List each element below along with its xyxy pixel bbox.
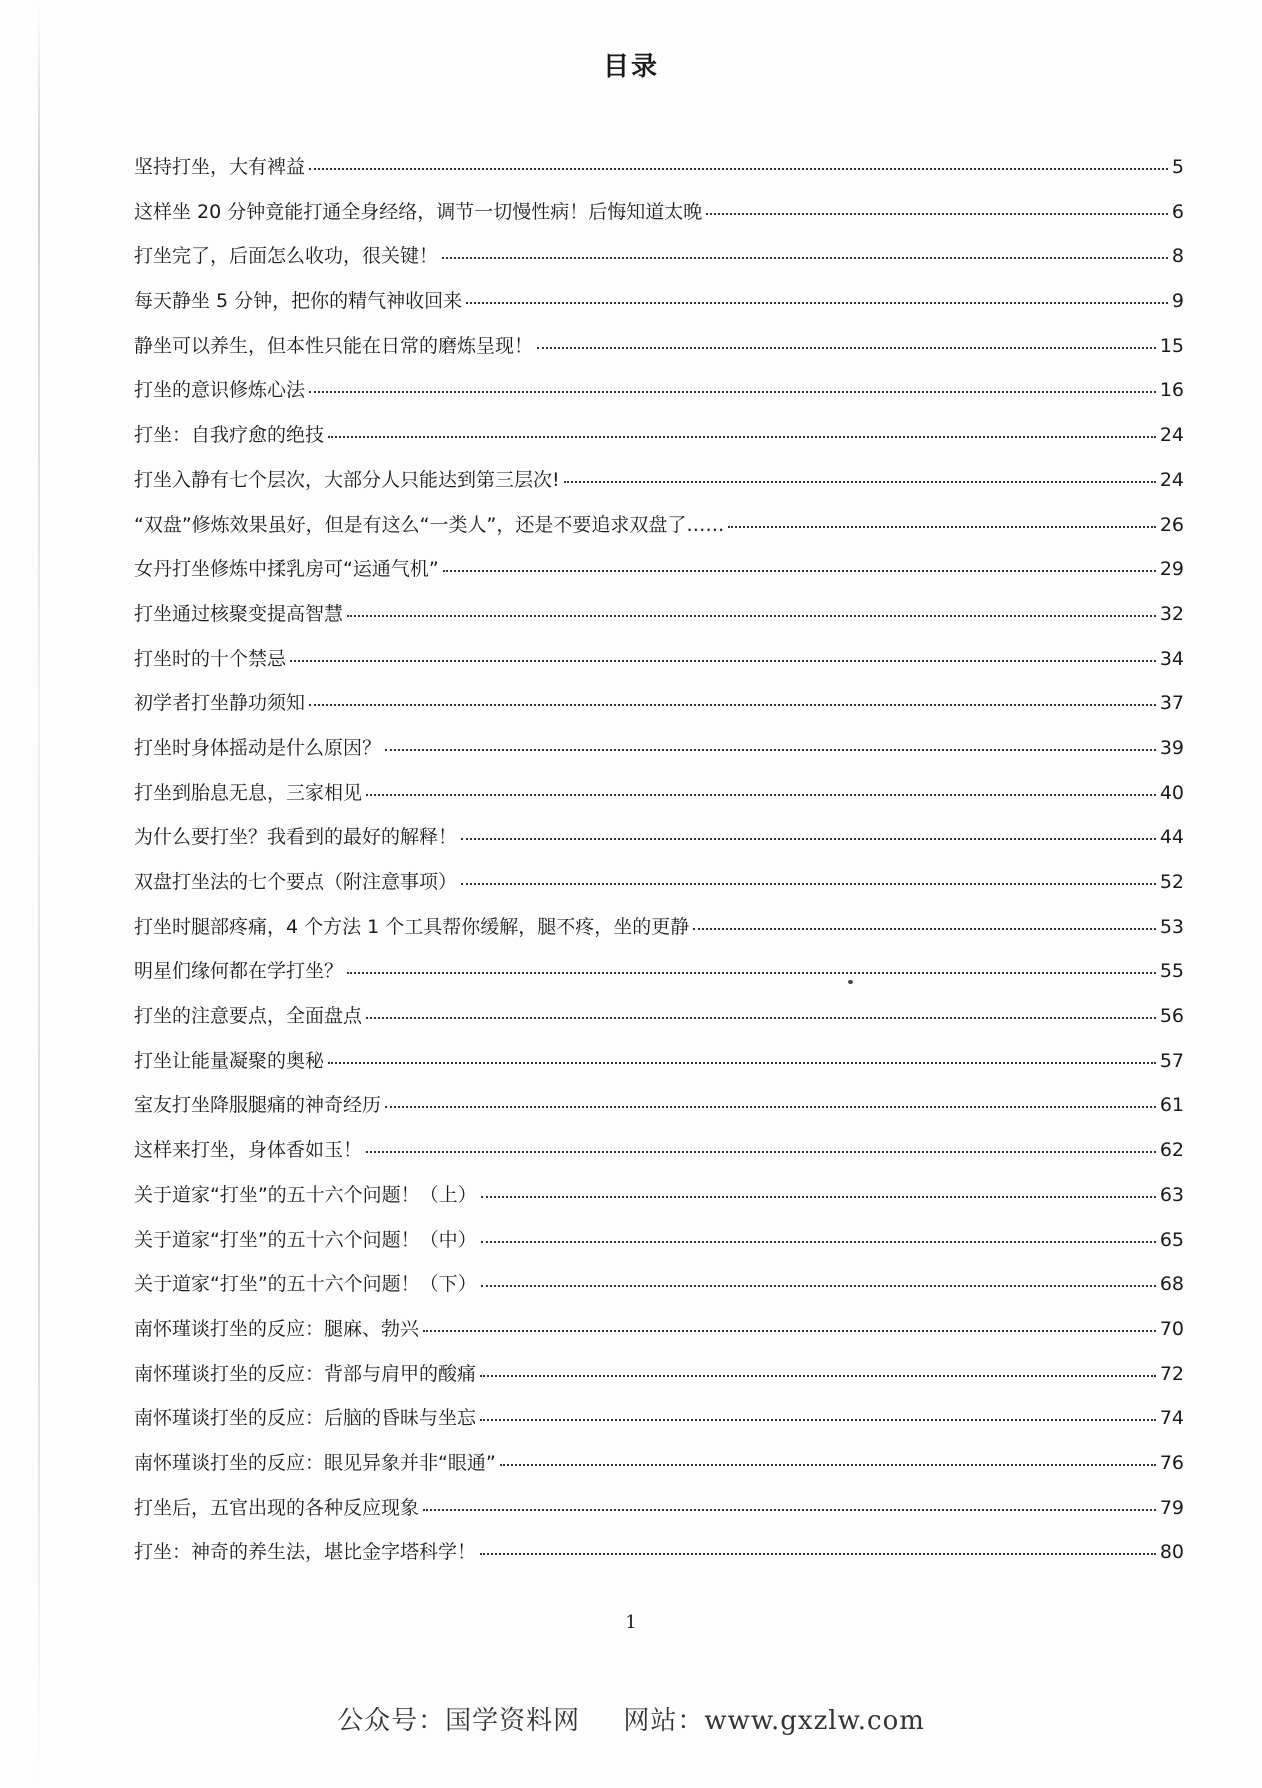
toc-entry[interactable]	[134, 379, 1184, 424]
toc-entry-page: 79	[1159, 1496, 1184, 1519]
toc-entry-title: 南怀瑾谈打坐的反应：腿麻、勃兴	[134, 1317, 420, 1340]
toc-dot-leader	[328, 436, 1156, 438]
toc-entry[interactable]	[134, 201, 1184, 246]
toc-entry[interactable]	[134, 1005, 1184, 1050]
toc-dot-leader	[466, 302, 1168, 304]
toc-entry-page: 80	[1159, 1541, 1184, 1564]
toc-dot-leader	[385, 1106, 1156, 1108]
toc-entry-title: 打坐通过核聚变提高智慧	[134, 602, 344, 625]
toc-dot-leader	[537, 347, 1156, 349]
toc-entry-title: 关于道家“打坐”的五十六个问题！（中）	[134, 1228, 477, 1251]
footer	[0, 1700, 1262, 1737]
toc-entry-page: 26	[1159, 513, 1184, 536]
toc-entry-page: 34	[1159, 647, 1184, 670]
toc-entry-title: 打坐时腿部疼痛，4 个方法 1 个工具帮你缓解，腿不疼，坐的更静	[134, 915, 690, 938]
toc-entry[interactable]	[134, 1318, 1184, 1363]
toc-entry-page: 65	[1159, 1228, 1184, 1251]
toc-entry-title: 打坐时身体摇动是什么原因？	[134, 736, 382, 759]
toc-entry-title: 打坐的注意要点，全面盘点	[134, 1005, 363, 1028]
toc-entry-title: 初学者打坐静功须知	[134, 692, 306, 715]
toc-dot-leader	[347, 972, 1156, 974]
toc-dot-leader	[481, 1285, 1156, 1287]
toc-dot-leader	[480, 1553, 1156, 1555]
toc-entry-title: 关于道家“打坐”的五十六个问题！（下）	[134, 1273, 477, 1296]
toc-entry-page: 8	[1171, 245, 1184, 268]
toc-entry-title: 打坐完了，后面怎么收功，很关键！	[134, 245, 439, 268]
toc-entry-page: 63	[1159, 1183, 1184, 1206]
toc-entry[interactable]	[134, 1273, 1184, 1318]
toc-entry-title: 关于道家“打坐”的五十六个问题！（上）	[134, 1183, 477, 1206]
toc-entry[interactable]	[134, 156, 1184, 201]
toc-entry-page: 29	[1159, 558, 1184, 581]
toc-entry-title: 打坐：神奇的养生法，堪比金字塔科学！	[134, 1541, 477, 1564]
toc-dot-leader	[480, 1419, 1156, 1421]
toc-entry-title: 打坐让能量凝聚的奥秘	[134, 1049, 325, 1072]
toc-entry-page: 24	[1159, 424, 1184, 447]
toc-entry[interactable]	[134, 558, 1184, 603]
toc-entry-page: 70	[1159, 1317, 1184, 1340]
toc-entry[interactable]	[134, 1139, 1184, 1184]
toc-entry-page: 5	[1171, 156, 1184, 178]
toc-entry-title: 这样来打坐，身体香如玉！	[134, 1139, 363, 1162]
toc-entry-title: 打坐到胎息无息，三家相见	[134, 781, 363, 804]
toc-entry-page: 74	[1159, 1407, 1184, 1430]
toc-dot-leader	[564, 481, 1156, 483]
toc-dot-leader	[693, 928, 1156, 930]
toc-entry[interactable]	[134, 335, 1184, 380]
page-number: 1	[625, 1612, 637, 1633]
toc-entry-page: 32	[1159, 602, 1184, 625]
page-title: 目录	[602, 52, 659, 82]
toc-entry-page: 76	[1159, 1451, 1184, 1474]
toc-entry[interactable]	[134, 692, 1184, 737]
toc-dot-leader	[290, 660, 1156, 662]
toc-entry[interactable]	[134, 424, 1184, 469]
toc-entry[interactable]	[134, 603, 1184, 648]
toc-entry-title: 南怀瑾谈打坐的反应：眼见异象并非“眼通”	[134, 1451, 496, 1474]
toc-entry-page: 39	[1159, 736, 1184, 759]
toc-entry-title: “双盘”修炼效果虽好，但是有这么“一类人”，还是不要追求双盘了……	[134, 513, 725, 536]
toc-entry-page: 44	[1159, 826, 1184, 849]
toc-entry-title: 打坐：自我疗愈的绝技	[134, 424, 325, 447]
toc-entry[interactable]	[134, 1497, 1184, 1542]
footer-website: 网站：www.gxzlw.com	[623, 1706, 925, 1736]
scan-edge-shadow	[38, 0, 40, 1788]
toc-entry-page: 37	[1159, 692, 1184, 715]
toc-entry-page: 52	[1159, 871, 1184, 893]
toc-dot-leader	[366, 1017, 1156, 1019]
toc-dot-leader	[481, 1241, 1156, 1243]
toc-dot-leader	[443, 570, 1156, 572]
toc-entry-title: 打坐后，五官出现的各种反应现象	[134, 1496, 420, 1519]
toc-dot-leader	[728, 526, 1155, 528]
toc-dot-leader	[309, 704, 1156, 706]
toc-entry[interactable]	[134, 514, 1184, 559]
toc-entry-title: 打坐的意识修炼心法	[134, 379, 306, 402]
toc-dot-leader	[480, 1375, 1156, 1377]
toc-entry-page: 57	[1159, 1049, 1184, 1072]
toc-entry[interactable]	[134, 1541, 1184, 1586]
toc-dot-leader	[423, 1509, 1156, 1511]
toc-entry[interactable]	[134, 245, 1184, 290]
toc-entry[interactable]	[134, 1407, 1184, 1452]
toc-dot-leader	[500, 1464, 1156, 1466]
toc-entry[interactable]	[134, 916, 1184, 961]
toc-entry[interactable]	[134, 1050, 1184, 1095]
toc-entry[interactable]	[134, 290, 1184, 335]
toc-dot-leader	[461, 883, 1156, 885]
toc-entry-title: 双盘打坐法的七个要点（附注意事项）	[134, 871, 458, 893]
toc-entry[interactable]	[134, 871, 1184, 916]
table-of-contents	[134, 156, 1184, 1586]
toc-entry-title: 南怀瑾谈打坐的反应：后脑的昏昧与坐忘	[134, 1407, 477, 1430]
toc-dot-leader	[442, 257, 1168, 259]
toc-dot-leader	[461, 838, 1156, 840]
toc-entry[interactable]	[134, 1229, 1184, 1274]
toc-entry-page: 72	[1159, 1362, 1184, 1385]
toc-entry-page: 6	[1171, 200, 1184, 223]
toc-entry-page: 53	[1159, 915, 1184, 938]
toc-entry-title: 南怀瑾谈打坐的反应：背部与肩甲的酸痛	[134, 1362, 477, 1385]
toc-entry[interactable]	[134, 737, 1184, 782]
toc-dot-leader	[706, 213, 1168, 215]
toc-entry[interactable]	[134, 826, 1184, 871]
toc-entry-page: 61	[1159, 1094, 1184, 1117]
toc-entry-title: 女丹打坐修炼中揉乳房可“运通气机”	[134, 558, 439, 581]
toc-entry-page: 15	[1159, 334, 1184, 357]
toc-entry[interactable]	[134, 1452, 1184, 1497]
toc-dot-leader	[481, 1196, 1156, 1198]
toc-entry-title: 这样坐 20 分钟竟能打通全身经络，调节一切慢性病！后悔知道太晚	[134, 200, 703, 223]
toc-entry-page: 24	[1159, 468, 1184, 491]
toc-entry-title: 室友打坐降服腿痛的神奇经历	[134, 1094, 382, 1117]
toc-entry-title: 为什么要打坐？我看到的最好的解释！	[134, 826, 458, 849]
toc-dot-leader	[423, 1330, 1156, 1332]
toc-entry-page: 68	[1159, 1273, 1184, 1296]
toc-entry[interactable]	[134, 1363, 1184, 1408]
toc-dot-leader	[309, 168, 1168, 170]
toc-entry[interactable]	[134, 648, 1184, 693]
toc-entry-title: 坚持打坐，大有裨益	[134, 156, 306, 178]
toc-entry-title: 打坐时的十个禁忌	[134, 647, 287, 670]
toc-dot-leader	[309, 391, 1156, 393]
toc-entry-page: 9	[1171, 290, 1184, 313]
toc-entry-title: 明星们缘何都在学打坐？	[134, 960, 344, 983]
toc-entry[interactable]	[134, 1184, 1184, 1229]
toc-dot-leader	[385, 749, 1156, 751]
toc-entry[interactable]	[134, 960, 1184, 1005]
toc-entry[interactable]	[134, 1094, 1184, 1139]
toc-dot-leader	[366, 794, 1156, 796]
toc-entry-title: 每天静坐 5 分钟，把你的精气神收回来	[134, 290, 463, 313]
toc-entry[interactable]	[134, 469, 1184, 514]
toc-dot-leader	[366, 1151, 1156, 1153]
footer-account: 公众号：国学资料网	[337, 1706, 581, 1736]
toc-entry-page: 56	[1159, 1005, 1184, 1028]
toc-entry[interactable]	[134, 782, 1184, 827]
toc-entry-page: 55	[1159, 960, 1184, 983]
toc-entry-page: 62	[1159, 1139, 1184, 1162]
toc-dot-leader	[347, 615, 1156, 617]
toc-entry-page: 40	[1159, 781, 1184, 804]
toc-dot-leader	[328, 1062, 1156, 1064]
toc-entry-title: 静坐可以养生，但本性只能在日常的磨炼呈现！	[134, 334, 534, 357]
toc-entry-page: 16	[1159, 379, 1184, 402]
toc-entry-title: 打坐入静有七个层次，大部分人只能达到第三层次!	[134, 468, 560, 491]
